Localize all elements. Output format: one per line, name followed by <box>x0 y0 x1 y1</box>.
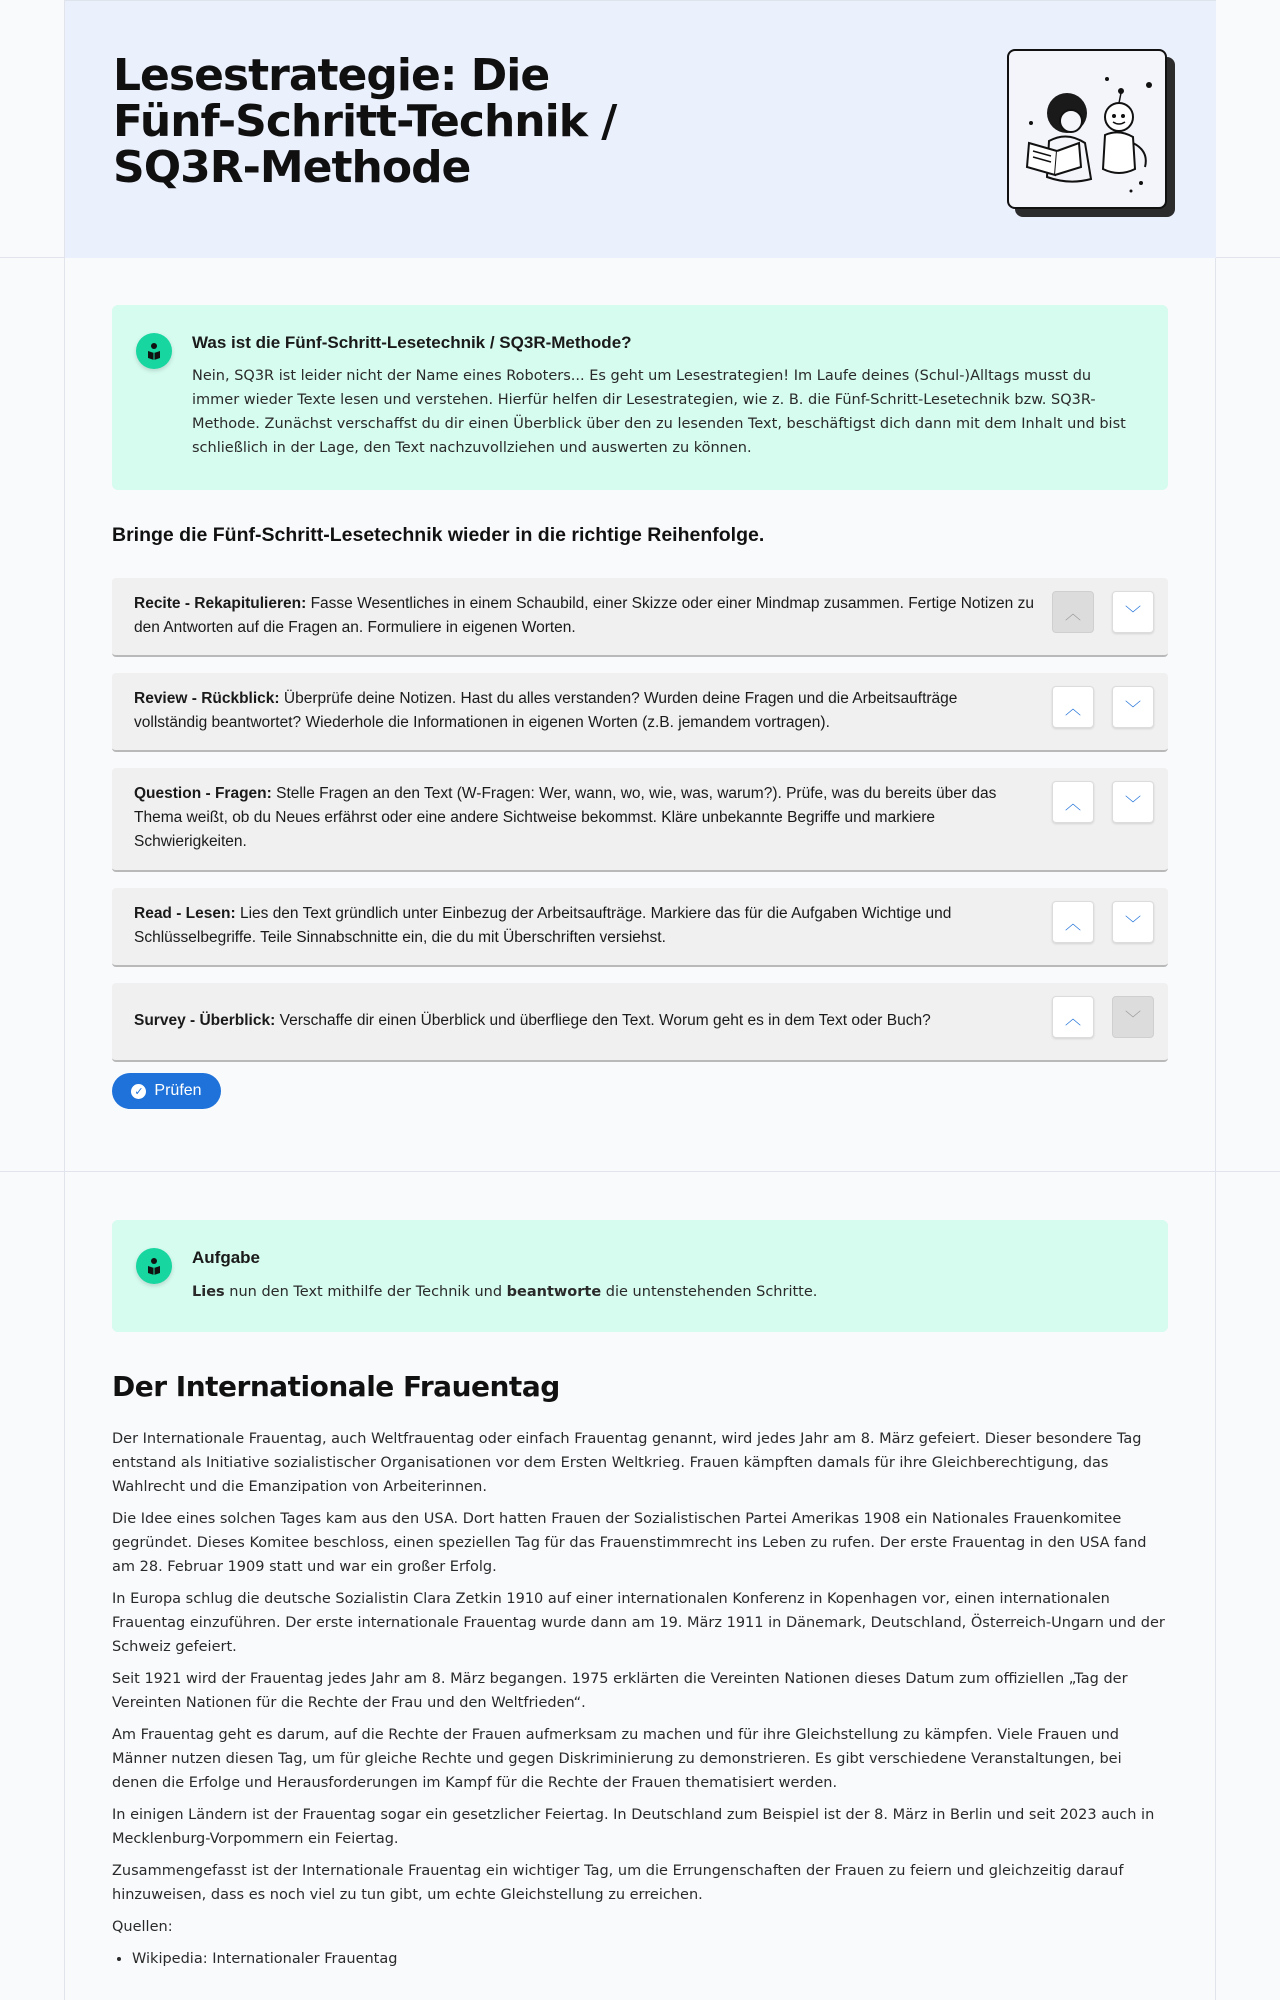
chevron-down-icon: ﹀ <box>1124 700 1141 718</box>
chevron-down-icon: ﹀ <box>1124 795 1141 813</box>
intro-text: Nein, SQ3R ist leider nicht der Name eines Roboters... Es geht um Lesestrategien! Im Laufe deines (Schul-)Alltags musst du immer wieder Texte lesen und verstehen. Hierfür helfen dir Lesestrategien, wie z. B. die Fünf-Schritt-Lesetechnik bzw. SQ3R-Methode. Zunächst verschaffst du dir einen Überblick über den zu lesenden Text, beschäftigst dich dann mit dem Inhalt und bist schließlich in der Lage, den Text nachzuvollziehen und auswerten zu können. <box>192 368 1126 456</box>
check-button-label: Prüfen <box>154 1082 202 1099</box>
article-paragraph: Seit 1921 wird der Frauentag jedes Jahr am 8. März begangen. 1975 erklärten die Vereinten Nationen dieses Datum zum offiziellen „Tag der Vereinten Nationen für die Rechte der Frau und den Weltfrieden“. <box>112 1671 1128 1711</box>
list-item[interactable] <box>112 673 1168 752</box>
move-down-button[interactable] <box>1112 781 1154 823</box>
sources-label: Quellen: <box>112 1919 173 1935</box>
move-up-button[interactable] <box>1052 901 1094 943</box>
item-label: Read - Lesen: <box>134 905 236 922</box>
item-description: Stelle Fragen an den Text (W-Fragen: Wer, wann, wo, wie, was, warum?). Prüfe, was du bereits über das Thema weißt, ob du Neues erfährst oder eine andere Sichtweise bekommst. Kläre unbekannte Begriffe und markiere Schwierigkeiten. <box>134 785 997 850</box>
list-item[interactable] <box>112 578 1168 657</box>
chevron-up-icon: ︿ <box>1064 915 1081 933</box>
ordering-list <box>112 578 1168 1098</box>
list-item[interactable] <box>112 888 1168 967</box>
move-up-button[interactable] <box>1052 686 1094 728</box>
chevron-up-icon: ︿ <box>1064 795 1081 813</box>
item-description: Verschaffe dir einen Überblick und überfliege den Text. Worum geht es in dem Text oder Buch? <box>275 1012 931 1029</box>
move-down-button[interactable] <box>1112 591 1154 633</box>
chevron-down-icon: ﹀ <box>1124 1010 1141 1028</box>
item-description: Fasse Wesentliches in einem Schaubild, einer Skizze oder einer Mindmap zusammen. Fertige Notizen zu den Antworten auf die Fragen an. Formuliere in eigenen Worten. <box>134 595 1034 636</box>
task-title: Aufgabe <box>192 1248 260 1267</box>
source-link[interactable]: • Wikipedia: Internationaler Frauentag <box>132 1947 1168 1971</box>
article-paragraph: Am Frauentag geht es darum, auf die Rechte der Frauen aufmerksam zu machen und für ihre Gleichstellung zu kämpfen. Viele Frauen und Männer nutzen diesen Tag, um für gleiche Rechte und gegen Diskriminierung zu demonstrieren. Es gibt verschiedene Veranstaltungen, bei denen die Erfolge und Herausforderungen im Kampf für die Rechte der Frauen thematisiert werden. <box>112 1727 1122 1791</box>
move-up-button[interactable] <box>1052 781 1094 823</box>
list-item[interactable] <box>112 768 1168 872</box>
chevron-up-icon: ︿ <box>1064 1010 1081 1028</box>
move-up-button[interactable] <box>1052 996 1094 1038</box>
item-label: Review - Rückblick: <box>134 690 280 707</box>
exercise-instruction: Bringe die Fünf-Schritt-Lesetechnik wieder in die richtige Reihenfolge. <box>112 524 765 546</box>
move-up-button[interactable] <box>1052 591 1094 633</box>
intro-info-box <box>112 305 1168 490</box>
article-paragraph: In Europa schlug die deutsche Sozialistin Clara Zetkin 1910 auf einer internationalen Konferenz in Kopenhagen vor, einen internationalen Frauentag einzuführen. Der erste internationale Frauentag wurde dann am 19. März 1911 in Dänemark, Deutschland, Österreich-Ungarn und der Schweiz gefeiert. <box>112 1591 1165 1655</box>
article-paragraph: Zusammengefasst ist der Internationale Frauentag ein wichtiger Tag, um die Errungenschaften der Frauen zu feiern und gleichzeitig darauf hinzuweisen, dass es noch viel zu tun gibt, um echte Gleichstellung zu erreichen. <box>112 1863 1124 1903</box>
intro-title: Was ist die Fünf-Schritt-Lesetechnik / SQ3R-Methode? <box>192 333 632 352</box>
check-button[interactable] <box>112 1073 221 1109</box>
move-down-button[interactable] <box>1112 686 1154 728</box>
move-down-button[interactable] <box>1112 901 1154 943</box>
task-info-box <box>112 1220 1168 1332</box>
item-label: Question - Fragen: <box>134 785 272 802</box>
reader-badge-icon <box>136 333 172 369</box>
article-title: Der Internationale Frauentag <box>112 1370 560 1403</box>
sources-list <box>132 1947 1168 1971</box>
page-title: Lesestrategie: Die Fünf-Schritt-Technik / SQ3R-Methode <box>113 50 617 193</box>
article-paragraph: In einigen Ländern ist der Frauentag sogar ein gesetzlicher Feiertag. In Deutschland zum Beispiel ist der 8. März in Berlin und seit 2023 auch in Mecklenburg-Vorpommern ein Feiertag. <box>112 1807 1155 1847</box>
chevron-down-icon: ﹀ <box>1124 915 1141 933</box>
move-down-button[interactable] <box>1112 996 1154 1038</box>
article-paragraph: Die Idee eines solchen Tages kam aus den USA. Dort hatten Frauen der Sozialistischen Partei Amerikas 1908 ein Nationales Frauenkomitee gegründet. Dieses Komitee beschloss, einen speziellen Tag für das Frauenstimmrecht ins Leben zu rufen. Der erste Frauentag in den USA fand am 28. Februar 1909 statt und war ein großer Erfolg. <box>112 1511 1147 1575</box>
item-label: Recite - Rekapitulieren: <box>134 595 307 612</box>
task-text: Lies nun den Text mithilfe der Technik und beantworte die untenstehenden Schritte. <box>192 1284 818 1300</box>
chevron-down-icon: ﹀ <box>1124 605 1141 623</box>
item-label: Survey - Überblick: <box>134 1012 276 1029</box>
article <box>112 1370 1168 1971</box>
hero-header <box>65 0 1216 258</box>
item-description: Überprüfe deine Notizen. Hast du alles verstanden? Wurden deine Fragen und die Arbeitsaufträge vollständig beantwortet? Wiederhole die Informationen in eigenen Worten (z.B. jemandem vortragen). <box>134 690 958 731</box>
article-paragraph: Der Internationale Frauentag, auch Weltfrauentag oder einfach Frauentag genannt, wird jedes Jahr am 8. März gefeiert. Dieser besondere Tag entstand als Initiative sozialistischer Organisationen vor dem Ersten Weltkrieg. Frauen kämpften damals für ihre Gleichberechtigung, das Wahlrecht und die Emanzipation von Arbeiterinnen. <box>112 1431 1142 1495</box>
item-description: Lies den Text gründlich unter Einbezug der Arbeitsaufträge. Markiere das für die Aufgaben Wichtige und Schlüsselbegriffe. Teile Sinnabschnitte ein, die du mit Überschriften versiehst. <box>134 905 952 946</box>
check-circle-icon: ✓ <box>131 1084 146 1099</box>
reader-badge-icon <box>136 1248 172 1284</box>
list-item[interactable] <box>112 983 1168 1062</box>
chevron-up-icon: ︿ <box>1064 700 1081 718</box>
chevron-up-icon: ︿ <box>1064 605 1081 623</box>
reading-illustration <box>1007 49 1167 209</box>
